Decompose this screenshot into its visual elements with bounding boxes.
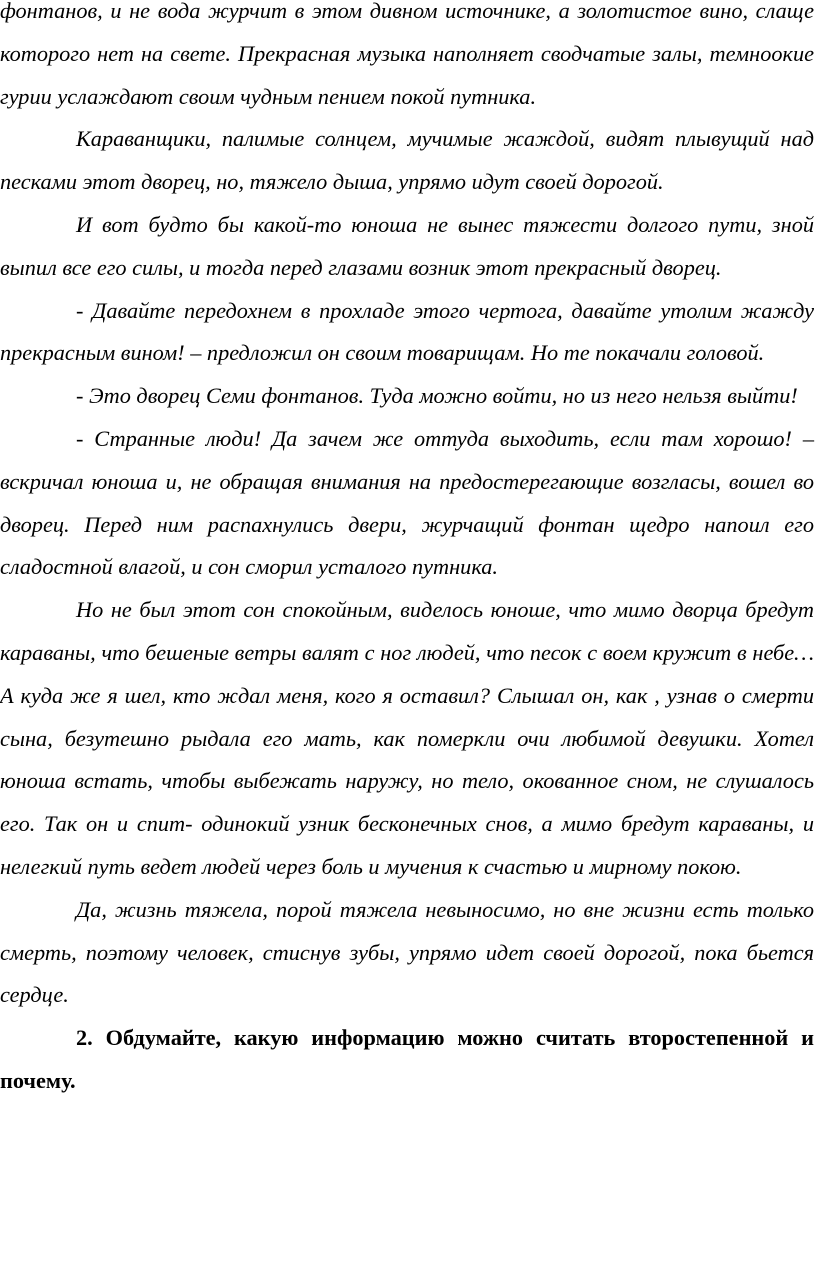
paragraph-6: - Странные люди! Да зачем же оттуда выходить, если там хорошо! – вскричал юноша и, не обращая внимания на предостерегающие возгласы, вошел во дворец. Перед ним распахнулись двери, журчащий фонтан щедро напоил его сладостной влагой, и сон сморил усталого путника. bbox=[0, 425, 814, 580]
paragraph-8: Да, жизнь тяжела, порой тяжела невыносимо, но вне жизни есть только смерть, поэтому человек, стиснув зубы, упрямо идет своей дорогой, пока бьется сердце. bbox=[0, 896, 814, 1008]
paragraph-7: Но не был этот сон спокойным, виделось юноше, что мимо дворца бредут караваны, что бешеные ветры валят с ног людей, что песок с воем кружит в небе… А куда же я шел, кто ждал меня, кого я оставил? Слышал он, как , узнав о смерти сына, безутешно рыдала его мать, как померкли очи любимой девушки. Хотел юноша встать, чтобы выбежать наружу, но тело, окованное сном, не слушалось его. Так он и спит- одинокий узник бесконечных снов, а мимо бредут караваны, и нелегкий путь ведет людей через боль и мучения к счастью и мирному покою. bbox=[0, 597, 814, 879]
paragraph-1: фонтанов, и не вода журчит в этом дивном источнике, а золотистое вино, слаще которого нет на свете. Прекрасная музыка наполняет сводчатые залы, темноокие гурии услаждают своим чудным пением покой путника. bbox=[0, 0, 814, 109]
paragraph-2: Караванщики, палимые солнцем, мучимые жаждой, видят плывущий над песками этот дворец, но, тяжело дыша, упрямо идут своей дорогой. bbox=[0, 126, 814, 195]
paragraph-3: И вот будто бы какой-то юноша не вынес тяжести долгого пути, зной выпил все его силы, и тогда перед глазами возник этот прекрасный дворец. bbox=[0, 211, 814, 280]
paragraph-4: - Давайте передохнем в прохладе этого чертога, давайте утолим жажду прекрасным вином! – предложил он своим товарищам. Но те покачали головой. bbox=[0, 297, 814, 366]
paragraph-5: - Это дворец Семи фонтанов. Туда можно войти, но из него нельзя выйти! bbox=[76, 383, 798, 409]
task-heading: 2. Обдумайте, какую информацию можно считать второстепенной и почему. bbox=[0, 1025, 814, 1093]
